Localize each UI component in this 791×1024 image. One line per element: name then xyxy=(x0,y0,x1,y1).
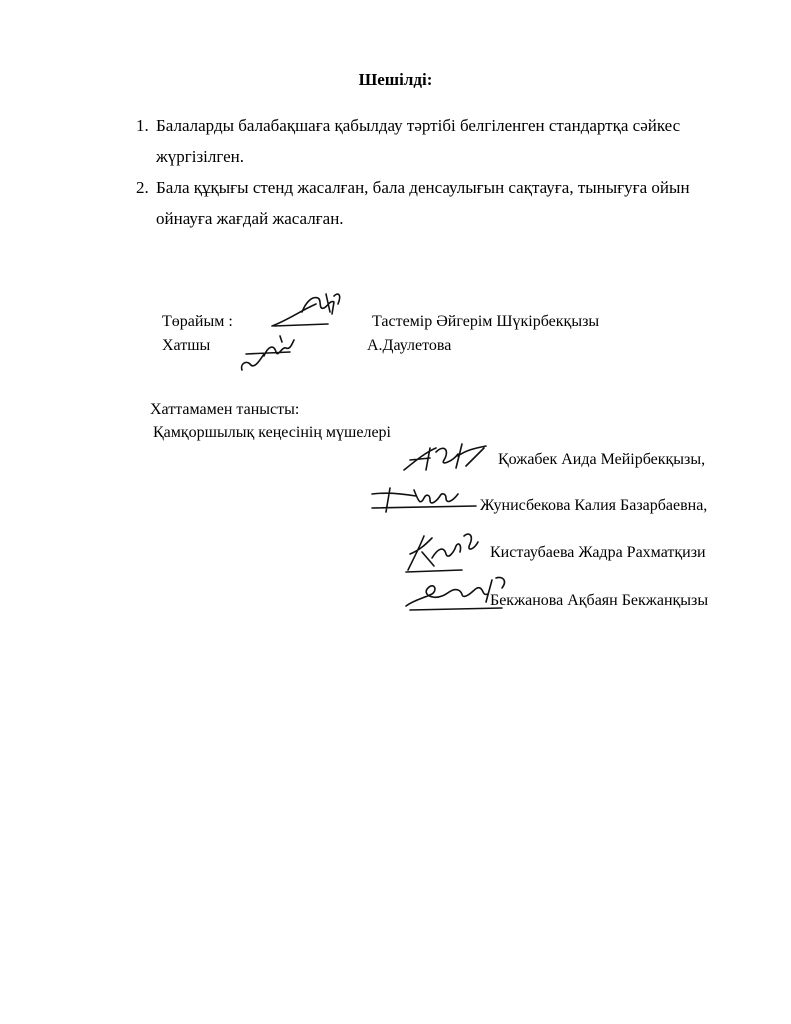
secretary-role-label: Хатшы xyxy=(162,337,211,354)
decision-text: Бала құқығы стенд жасалған, бала денсаулығын сақтауға, тынығуға ойын ойнауға жағдай жасалған. xyxy=(156,178,690,228)
decision-number: 2. xyxy=(136,178,149,197)
member-signature xyxy=(402,530,488,574)
member-name: Бекжанова Ақбаян Бекжанқызы xyxy=(490,592,709,609)
decision-item xyxy=(136,172,736,234)
member-signature xyxy=(400,440,492,476)
member-name: Кистаубаева Жадра Рахматқизи xyxy=(490,544,706,561)
chair-role-label: Төрайым : xyxy=(162,313,233,330)
decision-list xyxy=(136,110,736,234)
acquainted-title: Хаттамамен таныcты: xyxy=(150,401,300,418)
decision-text: Балаларды балабақшаға қабылдау тәртібі белгіленген стандартқа сәйкес жүргізілген. xyxy=(156,116,681,166)
decision-heading: Шешілді: xyxy=(358,70,433,89)
member-signature xyxy=(368,484,480,516)
secretary-signature xyxy=(236,330,302,376)
member-name: Қожабек Аида Мейірбекқызы, xyxy=(498,451,706,468)
chair-signature xyxy=(268,290,348,332)
member-name: Жунисбекова Калия Базарбаевна, xyxy=(480,497,708,514)
secretary-name: А.Даулетова xyxy=(367,337,452,354)
decision-item xyxy=(136,110,736,172)
council-title: Қамқоршылық кеңесінің мүшелері xyxy=(153,424,391,441)
chair-name: Тастемір Әйгерім Шүкірбекқызы xyxy=(372,313,600,330)
decision-number: 1. xyxy=(136,116,149,135)
